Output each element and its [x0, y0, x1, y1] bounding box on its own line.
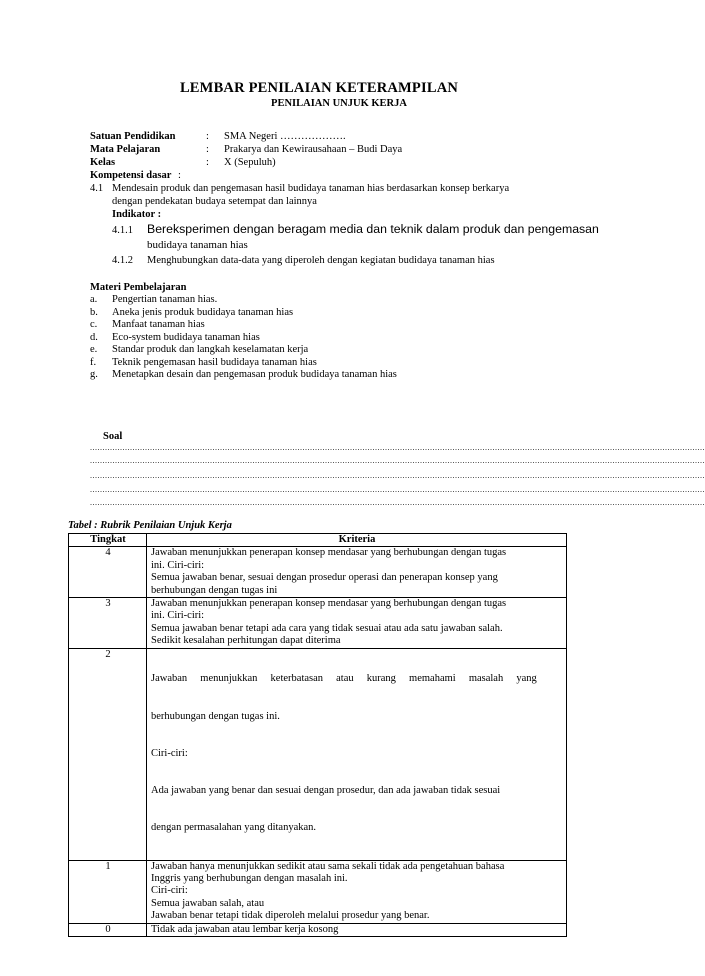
mapel-colon: : [206, 144, 209, 155]
list-item: c. Manfaat tanaman hias [90, 319, 205, 330]
list-item: f. Teknik pengemasan hasil budidaya tanaman hias [90, 356, 317, 368]
indikator-1-number: 4.1.1 [112, 225, 133, 236]
satuan-value: SMA Negeri ………………. [224, 131, 346, 142]
kelas-colon: : [206, 157, 209, 168]
table-row [69, 598, 567, 649]
table-header-row [69, 534, 567, 547]
level-cell: 4 [69, 547, 147, 598]
list-item: d. Eco-system budidaya tanaman hias [90, 331, 260, 343]
table-row [69, 860, 567, 923]
indikator-2-number: 4.1.2 [112, 255, 133, 266]
indikator-2-text: Menghubungkan data-data yang diperoleh dengan kegiatan budidaya tanaman hias [147, 255, 495, 266]
list-item: g. Menetapkan desain dan pengemasan produk budidaya tanaman hias [90, 369, 397, 380]
level-cell: 1 [69, 860, 147, 923]
kompetensi-label: Kompetensi dasar [90, 170, 172, 181]
indikator-1-line2: budidaya tanaman hias [147, 239, 248, 251]
answer-line-2: ...................................................................................................................................................................................................................................................... [90, 456, 705, 465]
satuan-colon: : [206, 131, 209, 142]
indikator-label: Indikator : [112, 209, 162, 220]
table-row [69, 648, 567, 860]
list-item: e. Standar produk dan langkah keselamatan kerja [90, 344, 309, 355]
kompetensi-colon: : [178, 170, 181, 181]
answer-line-4: ...................................................................................................................................................................................................................................................... [90, 485, 705, 494]
soal-heading: Soal [103, 431, 123, 442]
kompetensi-heading [90, 169, 181, 182]
column-header-level: Tingkat [69, 534, 147, 547]
criteria-cell: Jawaban menunjukkan penerapan konsep mendasar yang berhubungan dengan tugas ini. Ciri-ciri: Semua jawaban benar, sesuai dengan prosedur operasi dan penerapan konsep yang berhubungan dengan tugas ini [147, 547, 567, 598]
materi-heading: Materi Pembelajaran [90, 282, 187, 293]
list-item: b. Aneka jenis produk budidaya tanaman hias [90, 306, 294, 318]
kd-text-line1: Mendesain produk dan pengemasan hasil budidaya tanaman hias berdasarkan konsep berkarya [112, 183, 510, 194]
column-header-criteria: Kriteria [147, 534, 567, 547]
table-row [69, 923, 567, 936]
answer-line-5: ...................................................................................................................................................................................................................................................... [90, 498, 705, 507]
criteria-cell: Jawaban hanya menunjukkan sedikit atau sama sekali tidak ada pengetahuan bahasa Inggris yang berhubungan dengan masalah ini. Ciri-ciri: Semua jawaban salah, atau Jawaban benar tetapi tidak diperoleh melalui prosedur yang benar. [147, 860, 567, 923]
kd-number: 4.1 [90, 183, 104, 194]
satuan-label: Satuan Pendidikan [90, 131, 176, 142]
level-cell: 3 [69, 598, 147, 649]
table-row [69, 547, 567, 598]
page-title: LEMBAR PENILAIAN KETERAMPILAN [179, 80, 459, 96]
materi-list [90, 294, 530, 382]
answer-line-3: ...................................................................................................................................................................................................................................................... [90, 471, 705, 480]
indikator-1-line1: Bereksperimen dengan beragam media dan teknik dalam produk dan pengemasan [147, 222, 599, 236]
list-item: a. Pengertian tanaman hias. [90, 294, 218, 305]
rubric-caption: Tabel : Rubrik Penilaian Unjuk Kerja [68, 520, 232, 531]
page-subtitle: PENILAIAN UNJUK KERJA [271, 98, 407, 109]
rubric-table [68, 533, 567, 937]
kelas-label: Kelas [90, 157, 116, 168]
level-cell: 0 [69, 923, 147, 936]
criteria-cell: Jawaban menunjukkan penerapan konsep mendasar yang berhubungan dengan tugas ini. Ciri-ciri: Semua jawaban benar tetapi ada cara yang tidak sesuai atau ada satu jawaban salah. Sedikit kesalahan perhitungan dapat diterima [147, 598, 567, 649]
mapel-label: Mata Pelajaran [90, 144, 161, 155]
level-cell: 2 [69, 648, 147, 860]
criteria-cell: Tidak ada jawaban atau lembar kerja kosong [147, 923, 567, 936]
mapel-value: Prakarya dan Kewirausahaan – Budi Daya [224, 144, 403, 155]
criteria-cell: Jawaban menunjukkan keterbatasan atau kurang memahami masalah yang berhubungan dengan tugas ini. Ciri-ciri: Ada jawaban yang benar dan sesuai dengan prosedur, dan ada jawaban tidak sesuai dengan permasalahan yang ditanyakan. [147, 648, 567, 860]
kelas-value: X (Sepuluh) [224, 157, 276, 168]
kd-text-line2: dengan pendekatan budaya setempat dan lainnya [112, 196, 317, 207]
answer-line-1: ...................................................................................................................................................................................................................................................... [90, 443, 705, 452]
